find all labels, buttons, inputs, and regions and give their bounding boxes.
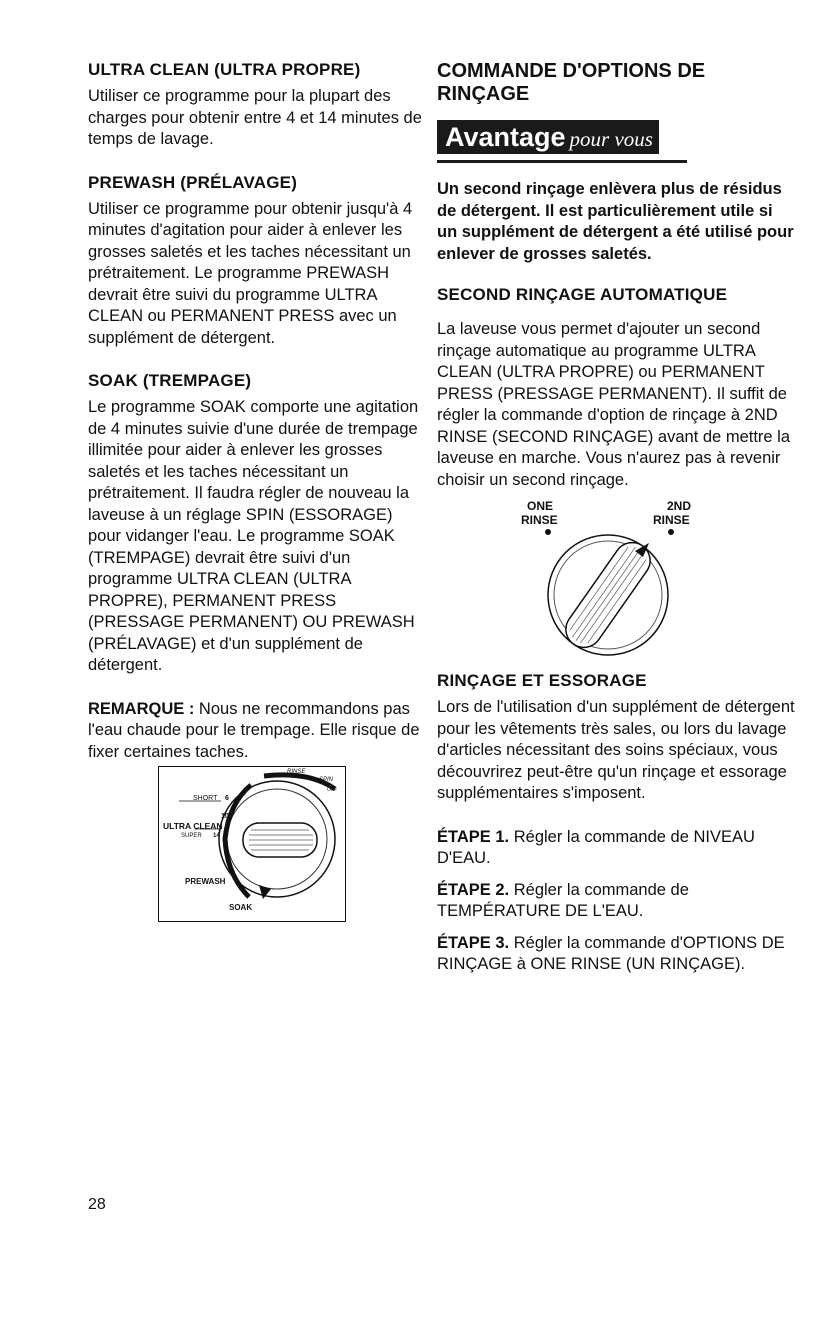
- dial-label-soak: SOAK: [229, 903, 253, 912]
- cycle-dial-illustration: [159, 767, 345, 921]
- ultra-clean-heading: ULTRA CLEAN (ULTRA PROPRE): [88, 60, 361, 79]
- dial-label-six: 6: [225, 795, 229, 802]
- advantage-banner-underline: [437, 160, 687, 163]
- page-number: 28: [88, 1196, 106, 1213]
- rinse-knob-illustration: [437, 495, 797, 665]
- ultra-clean-text: Utiliser ce programme pour la plupart des charges pour obtenir entre 4 et 14 minutes de temps de lavage.: [88, 87, 422, 148]
- right-column: [437, 60, 797, 986]
- step-3-text: Régler la commande d'OPTIONS DE RINÇAGE à ONE RINSE (UN RINÇAGE).: [437, 933, 785, 973]
- remarque-label: REMARQUE :: [88, 699, 195, 718]
- step-3-label: ÉTAPE 3.: [437, 933, 510, 952]
- advantage-banner-word1: Avantage: [445, 122, 566, 152]
- rinse-options-title-line2: RINÇAGE: [437, 83, 530, 105]
- prewash-text: Utiliser ce programme pour obtenir jusqu'à 4 minutes d'agitation pour aider à enlever les grosses saletés et les taches nécessitant un prétraitement. Le programme PREWASH devrait être suivi du programme ULTRA CLEAN ou PERMANENT PRESS avec un supplément de détergent.: [88, 199, 413, 347]
- dial-label-ten: 10: [221, 813, 229, 820]
- rinse-options-title: [437, 60, 797, 106]
- left-column: [88, 60, 423, 785]
- step-2-label: ÉTAPE 2.: [437, 880, 510, 899]
- rinse-label-rinse2: RINSE: [653, 513, 690, 527]
- cycle-dial-figure: [158, 766, 346, 922]
- dial-label-super: SUPER: [181, 833, 202, 839]
- dial-label-rinse: RINSE: [287, 769, 306, 775]
- rinse-spin-text: Lors de l'utilisation d'un supplément de détergent pour les vêtements très sales, ou lors du lavage d'articles nécessitant des soins spéciaux, vous découvrirez peut-être qu'un rinçage et essorage supplémentaires s'imposent.: [437, 698, 795, 802]
- advantage-banner: [437, 120, 659, 154]
- rinse-label-one: ONE: [527, 499, 554, 513]
- prewash-heading: PREWASH (PRÉLAVAGE): [88, 172, 298, 192]
- dial-label-ultra-clean: ULTRA CLEAN: [163, 821, 223, 831]
- second-rinse-heading: SECOND RINÇAGE AUTOMATIQUE: [437, 285, 728, 304]
- advantage-text: Un second rinçage enlèvera plus de résidus de détergent. Il est particulièrement utile si un supplément de détergent a été utilisé pour enlever de grosses saletés.: [437, 180, 794, 263]
- dial-label-short: SHORT: [193, 795, 218, 802]
- dial-label-fourteen: 14: [213, 833, 220, 839]
- dial-label-spin: SPIN: [319, 777, 334, 783]
- advantage-banner-word2: pour vous: [569, 127, 653, 151]
- soak-heading: SOAK (TREMPAGE): [88, 371, 252, 390]
- rinse-label-rinse1: RINSE: [521, 513, 558, 527]
- step-1-label: ÉTAPE 1.: [437, 827, 510, 846]
- dial-label-off: OFF: [327, 787, 337, 793]
- remarque-paragraph: [88, 699, 423, 764]
- remarque-text: Nous ne recommandons pas l'eau chaude pour le trempage. Elle risque de fixer certaines taches.: [88, 699, 420, 761]
- step-1: [437, 827, 797, 870]
- step-1-text: Régler la commande de NIVEAU D'EAU.: [437, 827, 755, 867]
- rinse-spin-heading: RINÇAGE ET ESSORAGE: [437, 671, 647, 690]
- rinse-dial-figure: [437, 495, 797, 665]
- step-2: [437, 880, 797, 923]
- soak-text: Le programme SOAK comporte une agitation de 4 minutes suivie d'une durée de trempage illimitée pour aider à enlever les grosses saletés et les taches nécessitant un prétraitement. Il faudra régler de nouveau la laveuse à un réglage SPIN (ESSORAGE) pour vidanger l'eau. Le programme SOAK (TREMPAGE) devrait être suivi d'un programme ULTRA CLEAN (ULTRA PROPRE), PERMANENT PRESS (PRESSAGE PERMANENT) OU PREWASH (PRÉLAVAGE) et d'un supplément de détergent.: [88, 398, 419, 674]
- dial-label-prewash: PREWASH: [185, 877, 226, 886]
- step-3: [437, 933, 797, 976]
- rinse-options-title-line1: COMMANDE D'OPTIONS DE: [437, 60, 706, 82]
- rinse-label-2nd: 2ND: [667, 499, 692, 513]
- second-rinse-text: La laveuse vous permet d'ajouter un second rinçage automatique au programme ULTRA CLEAN (ULTRA PROPRE) ou PERMANENT PRESS (PRESSAGE PERMANENT). Il suffit de régler la commande d'option de rinçage à 2ND RINSE (SECOND RINÇAGE) avant de mettre la laveuse en marche. Vous n'aurez pas à revenir choisir un second rinçage.: [437, 320, 791, 489]
- step-2-text: Régler la commande de TEMPÉRATURE DE L'EAU.: [437, 880, 689, 920]
